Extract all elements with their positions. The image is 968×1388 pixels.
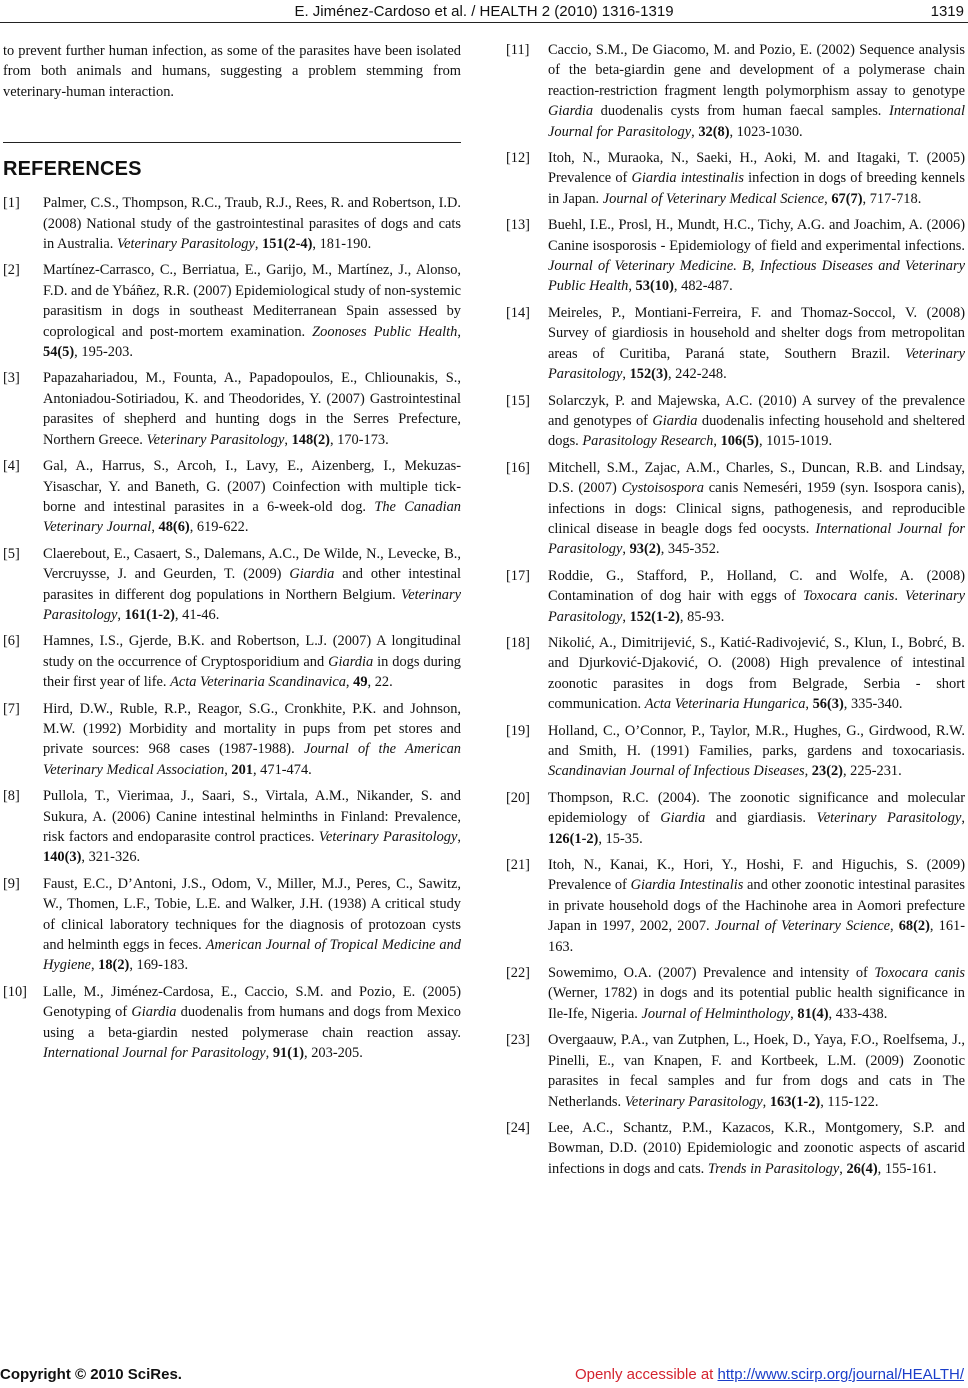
- reference-text: , 335-340.: [843, 696, 903, 713]
- reference-italic-text: Giardia: [660, 810, 706, 827]
- reference-volume: 48(6): [158, 519, 190, 536]
- reference-item: [506, 1030, 965, 1112]
- reference-text: , 1023-1030.: [729, 123, 803, 140]
- section-divider: [3, 142, 461, 143]
- reference-text: and giardiasis.: [705, 810, 817, 827]
- reference-italic-text: Giardia intestinalis: [631, 170, 744, 187]
- reference-volume: 54(5): [43, 344, 75, 361]
- reference-text: ,: [622, 608, 630, 625]
- reference-text: Meireles, P., Montiani-Ferreira, F. and Thomaz-Soccol, V. (2008) Survey of giardiosis in household and shelter dogs from metropolitan areas of Curitiba, Paraná state, Southern Brazil.: [548, 304, 965, 362]
- reference-number: [15]: [506, 392, 530, 409]
- reference-volume: 67(7): [831, 190, 863, 207]
- reference-item: [3, 874, 461, 976]
- reference-text: Thompson, R.C. (2004). The zoonotic significance and molecular epidemiology of: [548, 789, 965, 827]
- reference-text: ,: [839, 1160, 847, 1177]
- reference-number: [4]: [3, 458, 20, 475]
- reference-text: , 15-35.: [598, 830, 643, 847]
- reference-text: ,: [254, 236, 263, 253]
- reference-text: , 170-173.: [329, 431, 389, 448]
- reference-italic-text: Journal of Veterinary Science: [714, 918, 890, 935]
- reference-italic-text: International Journal for Parasitology: [548, 103, 965, 140]
- reference-italic-text: Giardia: [548, 103, 594, 120]
- reference-number: [5]: [3, 545, 20, 562]
- reference-number: [3]: [3, 370, 20, 387]
- copyright-notice: Copyright © 2010 SciRes.: [0, 1366, 182, 1383]
- reference-number: [20]: [506, 789, 530, 806]
- reference-text: Solarczyk, P. and Majewska, A.C. (2010) A survey of the prevalence and genotypes of: [548, 392, 965, 429]
- reference-text: infection in dogs of breeding kennels in Japan.: [548, 170, 966, 207]
- reference-item: [3, 260, 461, 362]
- reference-text: Itoh, N., Muraoka, N., Saeki, H., Aoki, M. and Itagaki, T. (2005) Prevalence of: [548, 150, 965, 187]
- intro-paragraph: to prevent further human infection, as some of the parasites have been isolated from both animals and humans, suggesting a problem stemming from veterinary-human interaction.: [3, 43, 461, 100]
- reference-text: , 242-248.: [667, 366, 727, 383]
- reference-volume: 49: [353, 674, 368, 691]
- reference-number: [10]: [3, 983, 27, 1000]
- reference-italic-text: American Journal of Tropical Medicine and Hygiene: [43, 937, 462, 974]
- reference-text: Itoh, N., Kanai, K., Hori, Y., Hoshi, F. and Higuchis, S. (2009) Prevalence of: [548, 857, 965, 894]
- reference-text: canis Nemeséri, 1959 (syn. Isospora canis), infections in dogs: Clinical signs, pathogenesis, and reproducible clinical disease in beagle dogs fed oocysts.: [548, 480, 965, 537]
- reference-number: [22]: [506, 965, 530, 982]
- reference-volume: 26(4): [846, 1160, 878, 1177]
- reference-volume: 148(2): [291, 431, 330, 448]
- reference-text: , 169-183.: [129, 957, 189, 974]
- reference-volume: 68(2): [898, 918, 930, 935]
- reference-text: ,: [457, 323, 461, 340]
- reference-number: [24]: [506, 1119, 530, 1136]
- reference-text: ,: [622, 366, 630, 383]
- reference-text: Roddie, G., Stafford, P., Holland, C. and Wolfe, A. (2008) Contamination of dog hair with eggs of: [548, 567, 965, 605]
- reference-text: , 482-487.: [673, 278, 733, 295]
- reference-text: , 471-474.: [252, 761, 312, 778]
- reference-italic-text: Acta Veterinaria Scandinavica: [170, 674, 346, 691]
- reference-item: [3, 456, 461, 538]
- reference-italic-text: The Canadian Veterinary Journal: [43, 498, 461, 536]
- reference-item: [506, 40, 965, 142]
- reference-italic-text: Veterinary Parasitology: [116, 236, 255, 253]
- right-column: [506, 40, 966, 1185]
- reference-text: Papazahariadou, M., Founta, A., Papadopoulos, E., Chliounakis, S., Antoniadou-Sotiriadou, K. and Theodorides, Y. (2007) Gastrointestinal parasites of shepherd and hunting dogs in the Serres Prefecture, Northern Greece.: [43, 370, 461, 448]
- reference-text: Lee, A.C., Schantz, P.M., Kazacos, K.R., Montgomery, S.P. and Bowman, D.D. (2010) Epidemiologic and zoonotic aspects of ascarid infections in dogs and cats.: [548, 1119, 965, 1177]
- reference-number: [13]: [506, 217, 530, 234]
- reference-text: ,: [622, 541, 630, 558]
- page-footer: [0, 1364, 968, 1388]
- reference-text: Pullola, T., Vierimaa, J., Saari, S., Virtala, A.M., Nikander, S. and Sukura, A. (2006) Canine intestinal helminths in Finland: Prevalence, risk factors and endoparasite control practices.: [43, 788, 461, 845]
- reference-text: and other intestinal parasites in different dog populations in Northern Belgium.: [43, 566, 461, 603]
- reference-volume: 18(2): [98, 957, 130, 974]
- reference-italic-text: Veterinary Parasitology: [318, 829, 458, 845]
- reference-number: [7]: [3, 700, 20, 717]
- reference-item: [3, 699, 461, 781]
- reference-text: , 181-190.: [312, 236, 372, 253]
- reference-number: [17]: [506, 567, 530, 584]
- reference-item: [3, 544, 461, 626]
- reference-number: [8]: [3, 788, 20, 805]
- reference-text: ,: [713, 433, 721, 450]
- reference-italic-text: Giardia: [652, 412, 698, 429]
- reference-text: ,: [691, 123, 699, 140]
- reference-item: [506, 148, 966, 209]
- reference-text: Hamnes, I.S., Gjerde, B.K. and Robertson, L.J. (2007) A longitudinal study on the occurrence of Cryptosporidium and: [43, 633, 461, 670]
- reference-text: ,: [762, 1093, 770, 1110]
- reference-text: , 1015-1019.: [758, 433, 833, 450]
- reference-text: , 85-93.: [679, 608, 725, 625]
- reference-italic-text: Zoonoses Public Health: [312, 323, 458, 340]
- reference-text: ,: [224, 761, 232, 778]
- reference-text: , 155-161.: [877, 1160, 937, 1177]
- reference-item: [506, 566, 965, 627]
- reference-text: , 161-163.: [548, 918, 965, 955]
- reference-number: [12]: [506, 150, 530, 167]
- reference-text: ,: [824, 190, 832, 207]
- reference-italic-text: Journal of Veterinary Medicine. B, Infectious Diseases and Veterinary Public Health: [548, 258, 965, 295]
- reference-italic-text: International Journal for Parasitology: [43, 1045, 266, 1062]
- reference-text: Palmer, C.S., Thompson, R.C., Traub, R.J., Rees, R. and Robertson, I.D. (2008) National study of the gastrointestinal parasites of dogs and cats in Australia.: [43, 195, 461, 253]
- reference-item: [3, 631, 461, 692]
- reference-volume: 151(2-4): [262, 236, 313, 253]
- reference-text: ,: [151, 519, 159, 536]
- reference-italic-text: International Journal for Parasitology: [548, 520, 965, 558]
- reference-text: ,: [284, 431, 292, 448]
- reference-item: [3, 193, 461, 254]
- reference-number: [6]: [3, 633, 20, 650]
- reference-volume: 152(1-2): [629, 608, 680, 625]
- reference-item: [506, 1118, 965, 1179]
- reference-text: ,: [804, 763, 812, 780]
- reference-volume: 56(3): [812, 696, 844, 713]
- reference-italic-text: Veterinary Parasitology: [548, 588, 965, 625]
- reference-volume: 23(2): [811, 763, 843, 780]
- reference-text: ,: [265, 1045, 273, 1062]
- reference-text: , 225-231.: [842, 763, 902, 780]
- reference-text: Faust, E.C., D’Antoni, J.S., Odom, V., Miller, M.J., Peres, C., Sawitz, W., Thomen, L.F., Tobie, L.E. and Walker, J.H. (1938) A critical study of clinical laboratory techniques for the diagnosis of protozoan cysts and helminth eggs in feces.: [43, 875, 461, 954]
- reference-number: [16]: [506, 459, 530, 476]
- reference-italic-text: Veterinary Parasitology: [146, 431, 285, 448]
- reference-text: ,: [961, 810, 965, 827]
- header-rule: [0, 22, 968, 23]
- reference-item: [506, 788, 965, 849]
- reference-volume: 163(1-2): [769, 1093, 821, 1110]
- reference-item: [506, 963, 966, 1024]
- reference-number: [23]: [506, 1032, 530, 1049]
- reference-italic-text: Parasitology Research: [582, 433, 714, 450]
- reference-number: [11]: [506, 42, 530, 58]
- reference-text: Claerebout, E., Casaert, S., Dalemans, A.C., De Wilde, N., Levecke, B., Vercruysse, J. and Geurden, T. (2009): [43, 545, 461, 583]
- reference-text: Gal, A., Harrus, S., Arcoh, I., Lavy, E., Aizenberg, I., Mekuzas-Yisaschar, Y. and Baneth, G. (2007) Coinfection with multiple tick-borne and intestinal parasites in a 6-week-old dog.: [43, 458, 461, 515]
- reference-text: .: [894, 588, 906, 605]
- reference-number: [21]: [506, 857, 530, 874]
- reference-volume: 126(1-2): [548, 830, 599, 847]
- reference-number: [14]: [506, 304, 530, 321]
- reference-number: [18]: [506, 634, 530, 651]
- reference-text: Holland, C., O’Connor, P., Taylor, M.R., Hughes, G., Girdwood, R.W. and Smith, H. (1991) Families, parks, gardens and toxocariasis.: [548, 722, 965, 759]
- reference-text: Lalle, M., Jiménez-Cardosa, E., Caccio, S.M. and Pozio, E. (2005) Genotyping of: [43, 983, 461, 1021]
- reference-text: ,: [117, 606, 125, 623]
- reference-text: , 203-205.: [304, 1045, 363, 1062]
- reference-text: , 717-718.: [862, 190, 922, 207]
- reference-text: Mitchell, S.M., Zajac, A.M., Charles, S., Duncan, R.B. and Lindsay, D.S. (2007): [548, 459, 965, 497]
- references-heading: REFERENCES: [3, 158, 142, 181]
- reference-item: [506, 391, 965, 452]
- reference-italic-text: Veterinary Parasitology: [548, 345, 965, 383]
- reference-item: [3, 368, 461, 450]
- reference-text: ,: [889, 918, 899, 935]
- reference-text: Martínez-Carrasco, C., Berriatua, E., Garijo, M., Martínez, J., Alonso, F.D. and de Ybáñez, R.R. (2007) Epidemiological study of non-systemic parasitism in dogs in southeast Mediterranean Spain assessed by coprological and post-mortem examination.: [43, 262, 461, 340]
- references-list-right: [506, 40, 966, 1179]
- reference-text: Buehl, I.E., Prosl, H., Mundt, H.C., Tichy, A.G. and Joachim, A. (2006) Canine isosporosis - Epidemiology of field and experimental infections.: [548, 217, 965, 254]
- reference-italic-text: Acta Veterinaria Hungarica: [644, 696, 806, 713]
- reference-italic-text: Scandinavian Journal of Infectious Diseases: [548, 763, 805, 780]
- reference-italic-text: Giardia: [328, 653, 374, 670]
- reference-text: Hird, D.W., Ruble, R.P., Reagor, S.G., Cronkhite, P.K. and Johnson, M.W. (1992) Morbidity and mortality in pups from pet stores and private sources: 968 cases (1987-1988).: [43, 700, 461, 758]
- reference-italic-text: Cystoisospora: [621, 480, 704, 497]
- page-number: 1319: [930, 3, 964, 20]
- reference-text: , 619-622.: [189, 519, 249, 536]
- reference-italic-text: Toxocara canis: [874, 965, 966, 982]
- reference-volume: 93(2): [629, 541, 661, 558]
- reference-text: duodenalis from humans and dogs from Mexico using a beta-giardin nested polymerase chain reaction assay.: [43, 1004, 461, 1041]
- reference-text: , 195-203.: [74, 344, 133, 361]
- reference-volume: 32(8): [698, 123, 730, 140]
- reference-italic-text: Journal of the American Veterinary Medical Association: [43, 741, 461, 778]
- reference-italic-text: Toxocara canis: [803, 588, 895, 605]
- reference-text: , 321-326.: [81, 849, 141, 866]
- reference-number: [9]: [3, 875, 20, 892]
- reference-item: [3, 982, 461, 1064]
- reference-volume: 53(10): [635, 278, 674, 295]
- reference-number: [19]: [506, 722, 530, 739]
- reference-item: [506, 855, 965, 957]
- reference-volume: 81(4): [797, 1005, 829, 1022]
- reference-text: ,: [790, 1005, 798, 1022]
- reference-item: [506, 458, 965, 560]
- reference-item: [506, 303, 965, 385]
- reference-text: , 433-438.: [828, 1005, 888, 1022]
- reference-item: [3, 786, 461, 868]
- reference-text: , 115-122.: [820, 1093, 879, 1110]
- reference-italic-text: Journal of Veterinary Medical Science: [602, 190, 825, 207]
- reference-italic-text: Journal of Helminthology: [641, 1005, 791, 1022]
- reference-item: [506, 215, 965, 297]
- reference-text: ,: [90, 957, 99, 974]
- reference-text: Sowemimo, O.A. (2007) Prevalence and intensity of: [548, 965, 875, 982]
- reference-text: duodenalis cysts from human faecal samples.: [593, 103, 890, 120]
- journal-link[interactable]: http://www.scirp.org/journal/HEALTH/: [717, 1366, 964, 1383]
- reference-italic-text: Giardia: [289, 566, 335, 583]
- reference-text: and other zoonotic intestinal parasites in private household dogs of the Hachinohe area in Aomori prefecture Japan in 1997, 2002, 2007.: [548, 877, 965, 935]
- reference-text: Caccio, S.M., De Giacomo, M. and Pozio, E. (2002) Sequence analysis of the beta-giardin gene and development of a polymerase chain reaction-restriction fragment length polymorphism assay to genotype: [548, 42, 965, 99]
- reference-text: ,: [805, 696, 813, 713]
- reference-volume: 161(1-2): [124, 606, 175, 623]
- reference-text: , 22.: [367, 674, 393, 691]
- open-access-label: Openly accessible at: [574, 1366, 718, 1383]
- running-head-title: E. Jiménez-Cardoso et al. / HEALTH 2 (2010) 1316-1319: [294, 3, 674, 20]
- left-column: [3, 41, 461, 1069]
- reference-text: Overgaauw, P.A., van Zutphen, L., Hoek, D., Yaya, F.O., Roelfsema, J., Pinelli, E., van Knapen, F. and Kortbeek, L.M. (2009) Zoonotic parasites in fecal samples and fur from dogs and cats in The Netherlands.: [548, 1032, 965, 1110]
- running-head: [0, 0, 968, 24]
- reference-text: Nikolić, A., Dimitrijević, S., Katić-Radivojević, S., Klun, I., Bobrć, B. and Djurković-Djaković, O. (2008) High prevalence of intestinal zoonotic parasites in dogs from Belgrade, Serbia - short communication.: [548, 634, 965, 713]
- reference-italic-text: Giardia: [131, 1004, 177, 1021]
- reference-volume: 201: [231, 761, 253, 778]
- reference-volume: 152(3): [629, 366, 668, 383]
- reference-volume: 106(5): [720, 433, 759, 450]
- reference-volume: 91(1): [272, 1045, 305, 1062]
- reference-text: duodenalis infecting household and sheltered dogs.: [548, 412, 965, 450]
- reference-text: (Werner, 1782) in dogs and its potential public health significance in Ile-Ife, Nigeria.: [548, 985, 965, 1022]
- reference-italic-text: Trends in Parasitology: [707, 1160, 840, 1177]
- reference-text: , 345-352.: [660, 541, 720, 558]
- reference-number: [2]: [3, 262, 20, 279]
- reference-italic-text: Veterinary Parasitology: [43, 586, 461, 623]
- reference-text: ,: [345, 674, 354, 691]
- reference-volume: 140(3): [43, 849, 82, 866]
- reference-italic-text: Veterinary Parasitology: [816, 810, 962, 827]
- reference-italic-text: Veterinary Parasitology: [624, 1093, 763, 1110]
- reference-number: [1]: [3, 195, 20, 212]
- reference-text: in dogs during their first year of life.: [43, 653, 461, 691]
- reference-text: ,: [457, 829, 461, 845]
- references-list-left: [3, 193, 461, 1063]
- reference-item: [506, 633, 965, 715]
- reference-italic-text: Giardia Intestinalis: [630, 877, 744, 894]
- reference-text: ,: [628, 278, 636, 295]
- reference-text: , 41-46.: [174, 606, 220, 623]
- reference-item: [506, 721, 965, 782]
- open-access-notice: [575, 1366, 964, 1383]
